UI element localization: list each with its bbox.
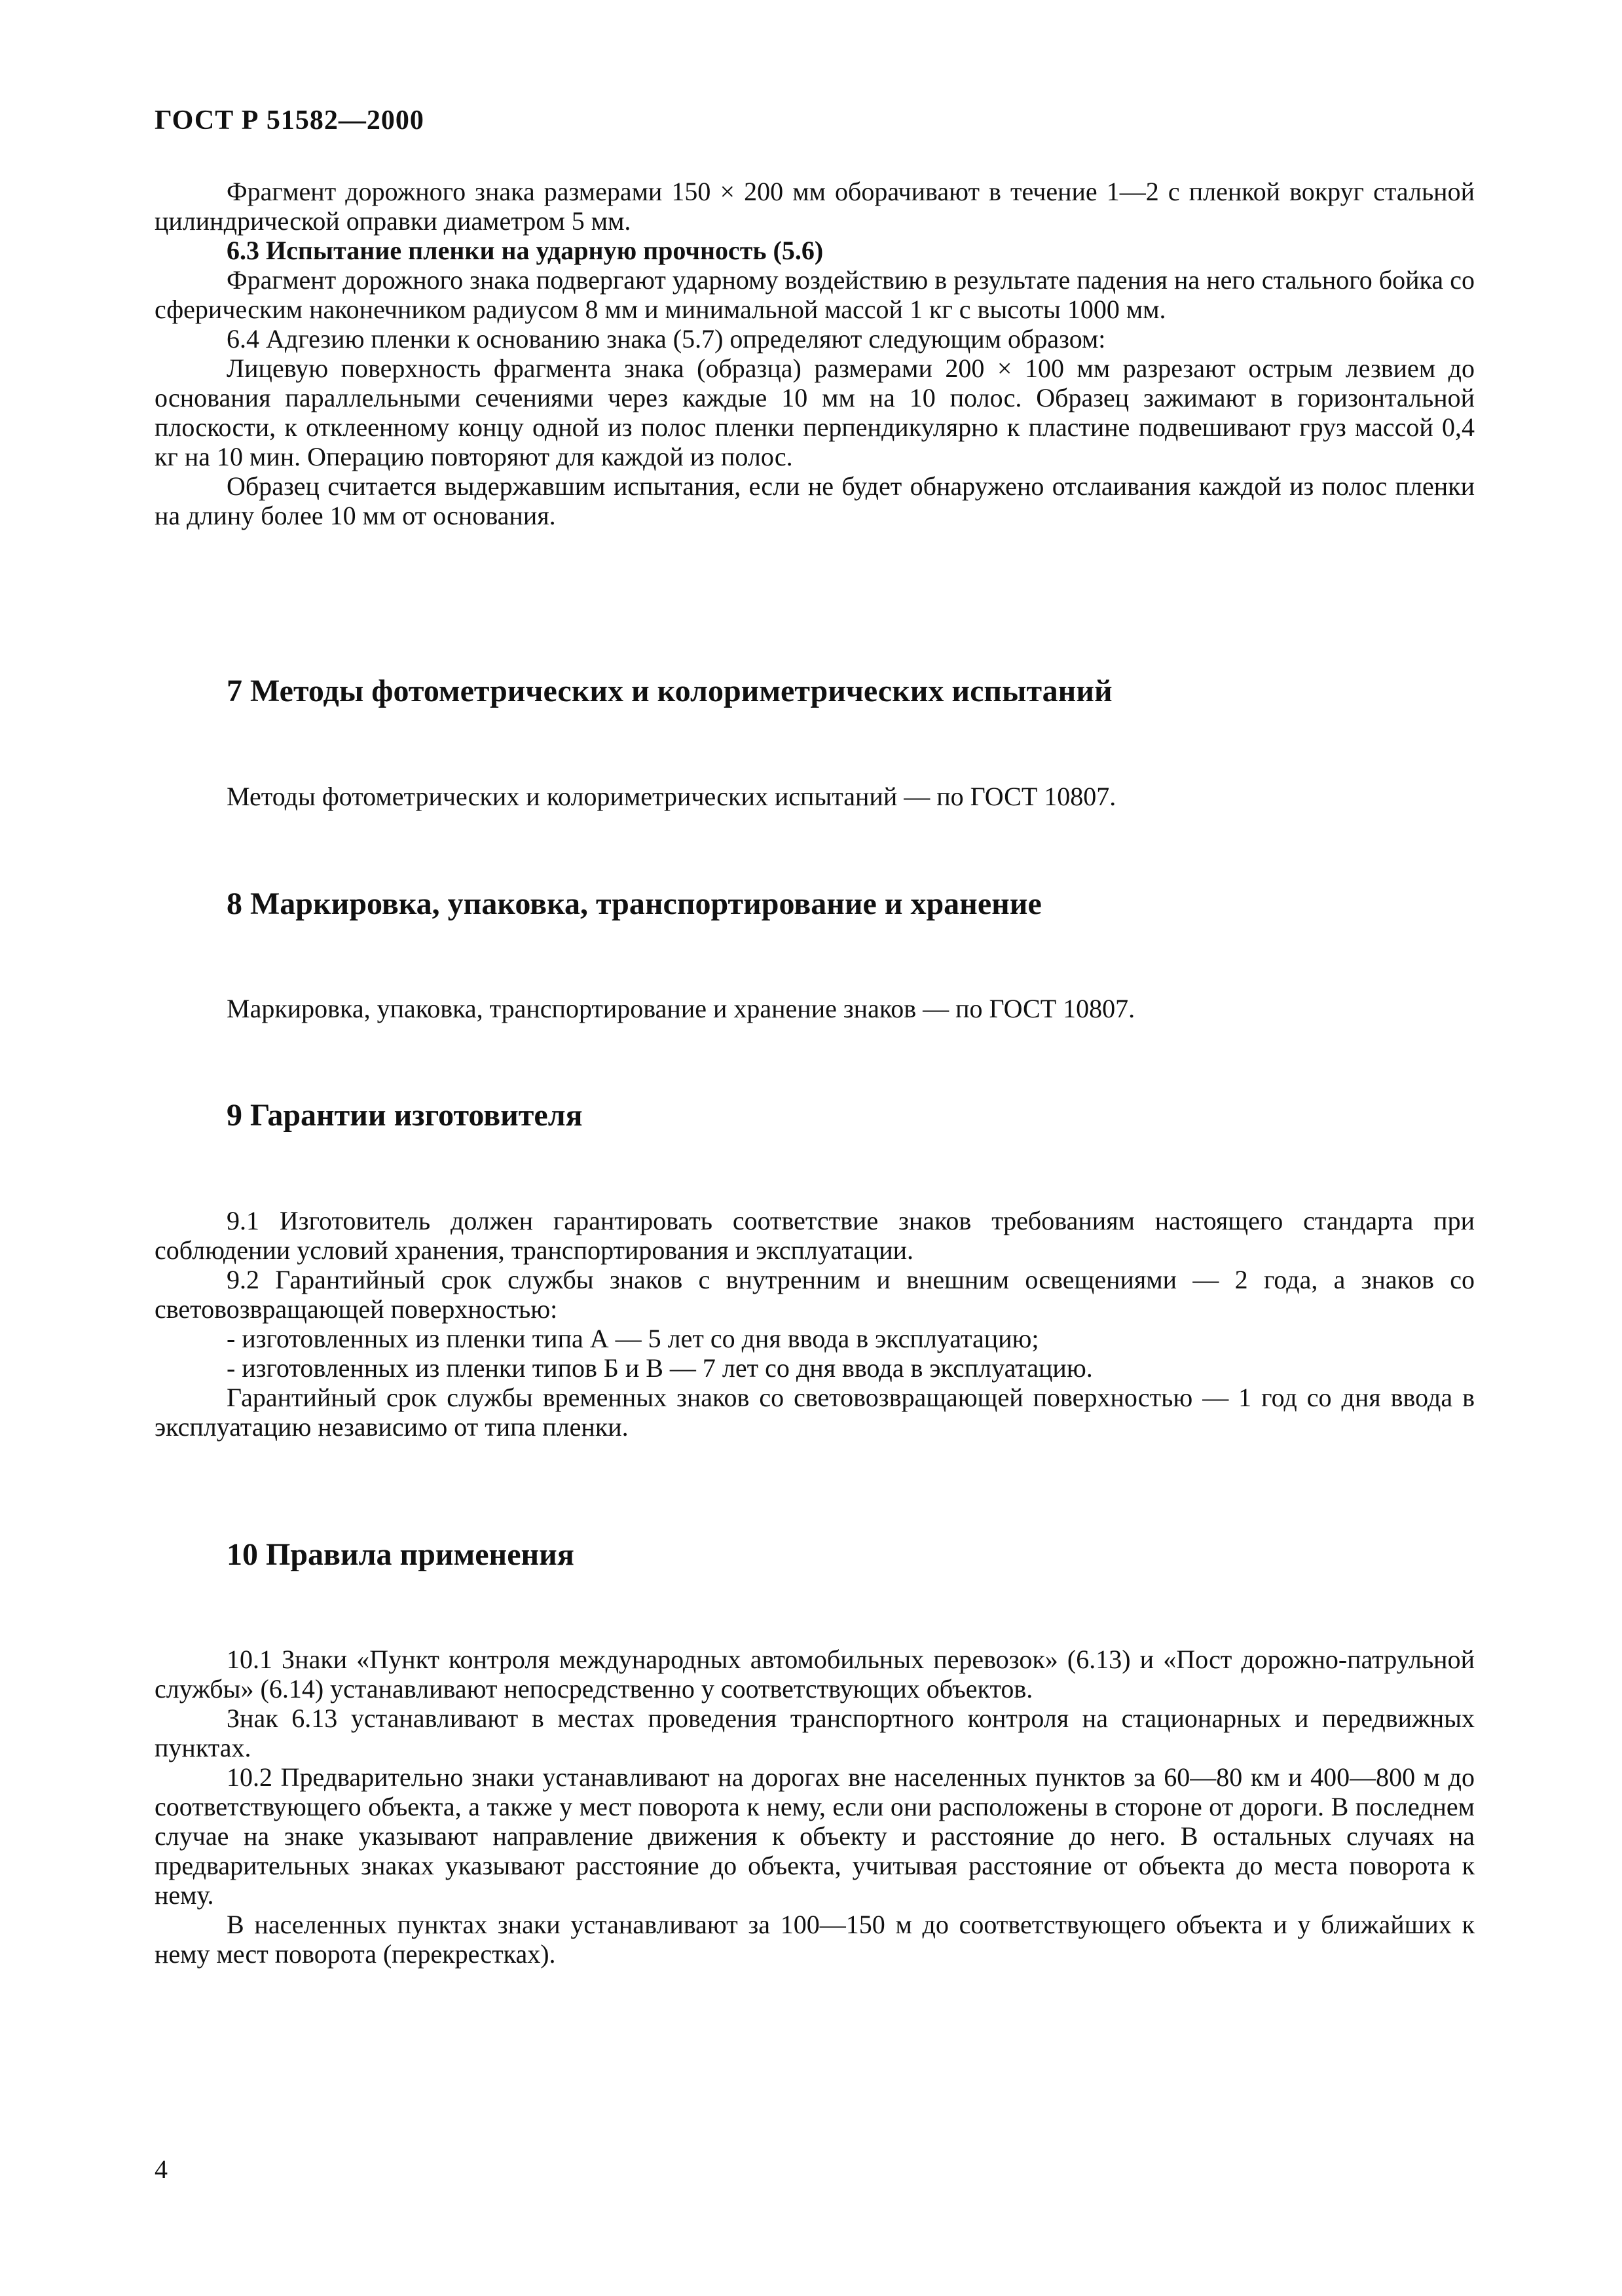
section-8-title: 8 Маркировка, упаковка, транспортирование и хранение [227, 886, 1042, 921]
paragraph: Образец считается выдержавшим испытания, если не будет обнаружено отслаивания каждой из полос пленки на длину более 10 мм от основания. [155, 471, 1475, 530]
paragraph: 9.1 Изготовитель должен гарантировать соответствие знаков требованиям настоящего стандарта при соблюдении условий хранения, транспортирования и эксплуатации. [155, 1206, 1475, 1265]
section-7-body [155, 782, 1475, 811]
section-10-title: 10 Правила применения [227, 1537, 574, 1572]
page-number: 4 [155, 2155, 168, 2184]
paragraph: Методы фотометрических и колориметрических испытаний — по ГОСТ 10807. [227, 782, 1116, 811]
list-item: - изготовленных из пленки типов Б и В — 7 лет со дня ввода в эксплуатацию. [227, 1353, 1093, 1383]
paragraph: Лицевую поверхность фрагмента знака (образца) размерами 200 × 100 мм разрезают острым лезвием до основания параллельными сечениями через каждые 10 мм на 10 полос. Образец зажимают в горизонтальной плоскости, к отклеенному концу одной из полос пленки перпендикулярно к пластине подвешивают груз массой 0,4 кг на 10 мин. Операцию повторяют для каждой из полос. [155, 354, 1475, 471]
section-6-continuation [155, 177, 1475, 530]
paragraph: Фрагмент дорожного знака подвергают ударному воздействию в результате падения на него стального бойка со сферическим наконечником радиусом 8 мм и минимальной массой 1 кг с высоты 1000 мм. [155, 265, 1475, 324]
section-9-title: 9 Гарантии изготовителя [227, 1098, 583, 1133]
paragraph: 6.4 Адгезию пленки к основанию знака (5.7) определяют следующим образом: [227, 324, 1106, 354]
paragraph: В населенных пунктах знаки устанавливают за 100—150 м до соответствующего объекта и у ближайших к нему мест поворота (перекрестках). [155, 1910, 1475, 1969]
document-header: ГОСТ Р 51582—2000 [155, 105, 424, 136]
paragraph: 9.2 Гарантийный срок службы знаков с внутренним и внешним освещениями — 2 года, а знаков со световозвращающей поверхностью: [155, 1265, 1475, 1324]
section-8-body [155, 994, 1475, 1023]
paragraph: Гарантийный срок службы временных знаков со световозвращающей поверхностью — 1 год со дня ввода в эксплуатацию независимо от типа пленки. [155, 1383, 1475, 1442]
section-7-title: 7 Методы фотометрических и колориметрических испытаний [227, 674, 1113, 708]
paragraph: Фрагмент дорожного знака размерами 150 × 200 мм оборачивают в течение 1—2 с пленкой вокруг стальной цилиндрической оправки диаметром 5 мм. [155, 177, 1475, 236]
paragraph: Маркировка, упаковка, транспортирование и хранение знаков — по ГОСТ 10807. [227, 994, 1135, 1023]
section-10-body [155, 1645, 1475, 1969]
paragraph: Знак 6.13 устанавливают в местах проведения транспортного контроля на стационарных и передвижных пунктах. [155, 1704, 1475, 1762]
section-9-body [155, 1206, 1475, 1442]
paragraph: 10.2 Предварительно знаки устанавливают на дорогах вне населенных пунктов за 60—80 км и 400—800 м до соответствующего объекта, а также у мест поворота к нему, если они расположены в стороне от дороги. В последнем случае на знаке указывают направление движения к объекту и расстояние до него. В остальных случаях на предварительных знаках указывают расстояние до объекта, учитывая расстояние от объекта до места поворота к нему. [155, 1762, 1475, 1910]
paragraph: 10.1 Знаки «Пункт контроля международных автомобильных перевозок» (6.13) и «Пост дорожно-патрульной службы» (6.14) устанавливают непосредственно у соответствующих объектов. [155, 1645, 1475, 1704]
list-item: - изготовленных из пленки типа А — 5 лет со дня ввода в эксплуатацию; [227, 1324, 1039, 1353]
subsection-heading-6-3: 6.3 Испытание пленки на ударную прочность (5.6) [227, 236, 824, 265]
